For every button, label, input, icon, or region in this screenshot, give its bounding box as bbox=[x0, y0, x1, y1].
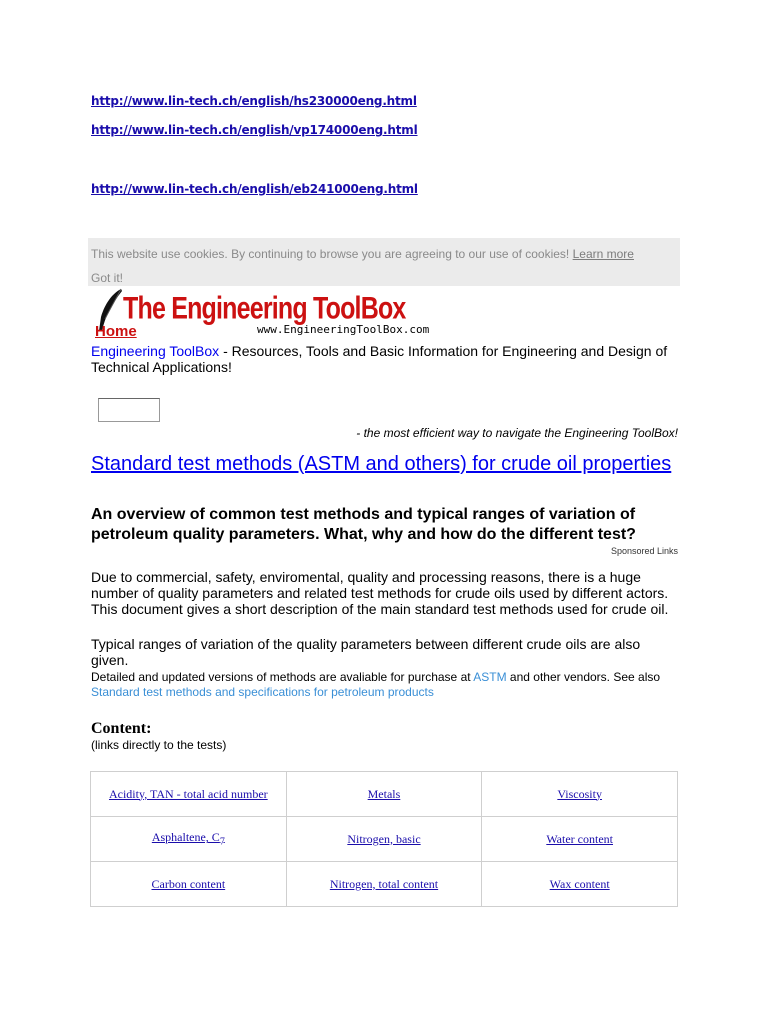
table-row bbox=[91, 862, 678, 907]
learn-more-link[interactable]: Learn more bbox=[572, 247, 634, 261]
cookie-banner bbox=[88, 238, 680, 286]
test-link-metals[interactable]: Metals bbox=[367, 786, 401, 801]
paragraph-purchase bbox=[91, 670, 681, 700]
tagline: - the most efficient way to navigate the Engineering ToolBox! bbox=[356, 426, 678, 440]
table-cell bbox=[91, 862, 287, 907]
test-link-acidity[interactable]: Acidity, TAN - total acid number bbox=[108, 786, 268, 801]
cookie-text: This website use cookies. By continuing to browse you are agreeing to our use of cookies! bbox=[91, 247, 570, 261]
table-cell bbox=[91, 772, 287, 817]
content-subheading: (links directly to the tests) bbox=[91, 738, 227, 752]
test-link-asphaltene[interactable] bbox=[151, 830, 225, 848]
lin-tech-link-vp174000[interactable]: http://www.lin-tech.ch/english/vp174000eng.html bbox=[91, 123, 418, 137]
astm-link[interactable]: ASTM bbox=[473, 670, 507, 684]
test-link-wax-content[interactable]: Wax content bbox=[549, 876, 610, 891]
tests-table bbox=[90, 771, 678, 907]
engineering-toolbox-link[interactable]: Engineering ToolBox bbox=[91, 343, 224, 359]
logo-url: www.EngineeringToolBox.com bbox=[257, 323, 430, 336]
content-heading: Content: bbox=[91, 720, 152, 737]
search-input[interactable] bbox=[98, 398, 160, 422]
table-cell bbox=[91, 817, 287, 862]
table-cell bbox=[482, 817, 678, 862]
purchase-text-a: Detailed and updated versions of methods are avaliable for purchase at bbox=[91, 670, 474, 684]
home-link[interactable]: Home bbox=[95, 323, 137, 340]
test-link-viscosity[interactable]: Viscosity bbox=[557, 786, 602, 801]
sponsored-links-label: Sponsored Links bbox=[610, 546, 678, 556]
lin-tech-link-eb241000[interactable]: http://www.lin-tech.ch/english/eb241000eng.html bbox=[91, 182, 418, 196]
test-link-water-content[interactable]: Water content bbox=[546, 831, 613, 846]
paragraph-intro: Due to commercial, safety, enviromental, quality and processing reasons, there is a huge number of quality parameters and related test methods for crude oils used by different actors. This document gives a short description of the main standard test methods used for crude oil. bbox=[91, 569, 669, 617]
table-cell bbox=[286, 862, 482, 907]
table-cell bbox=[286, 817, 482, 862]
test-link-nitrogen-total[interactable]: Nitrogen, total content bbox=[329, 876, 439, 891]
table-cell bbox=[482, 862, 678, 907]
cookie-message bbox=[91, 247, 634, 261]
table-cell bbox=[482, 772, 678, 817]
asphaltene-label: Asphaltene, C bbox=[151, 830, 220, 845]
got-it-button[interactable]: Got it! bbox=[91, 271, 124, 285]
paragraph-ranges: Typical ranges of variation of the quality parameters between different crude oils are also given. bbox=[91, 636, 641, 668]
table-cell bbox=[286, 772, 482, 817]
lin-tech-link-hs230000[interactable]: http://www.lin-tech.ch/english/hs230000eng.html bbox=[91, 94, 417, 108]
logo-title: The Engineering ToolBox bbox=[123, 291, 406, 326]
site-intro bbox=[91, 343, 681, 375]
test-link-carbon-content[interactable]: Carbon content bbox=[151, 876, 226, 891]
page-title[interactable]: Standard test methods (ASTM and others) for crude oil properties bbox=[91, 453, 672, 475]
table-row bbox=[91, 772, 678, 817]
test-link-nitrogen-basic[interactable]: Nitrogen, basic bbox=[347, 831, 421, 846]
asphaltene-subscript: 7 bbox=[219, 836, 225, 848]
table-row bbox=[91, 817, 678, 862]
intro-text: - Resources, Tools and Basic Information for Engineering and Design of Technical Applications! bbox=[91, 343, 668, 375]
purchase-text-b: and other vendors. See also bbox=[506, 670, 661, 684]
page-subtitle: An overview of common test methods and typical ranges of variation of petroleum quality parameters. What, why and how do the different test? bbox=[91, 506, 636, 543]
site-logo[interactable] bbox=[93, 287, 430, 343]
petroleum-specs-link[interactable]: Standard test methods and specifications for petroleum products bbox=[91, 685, 434, 699]
